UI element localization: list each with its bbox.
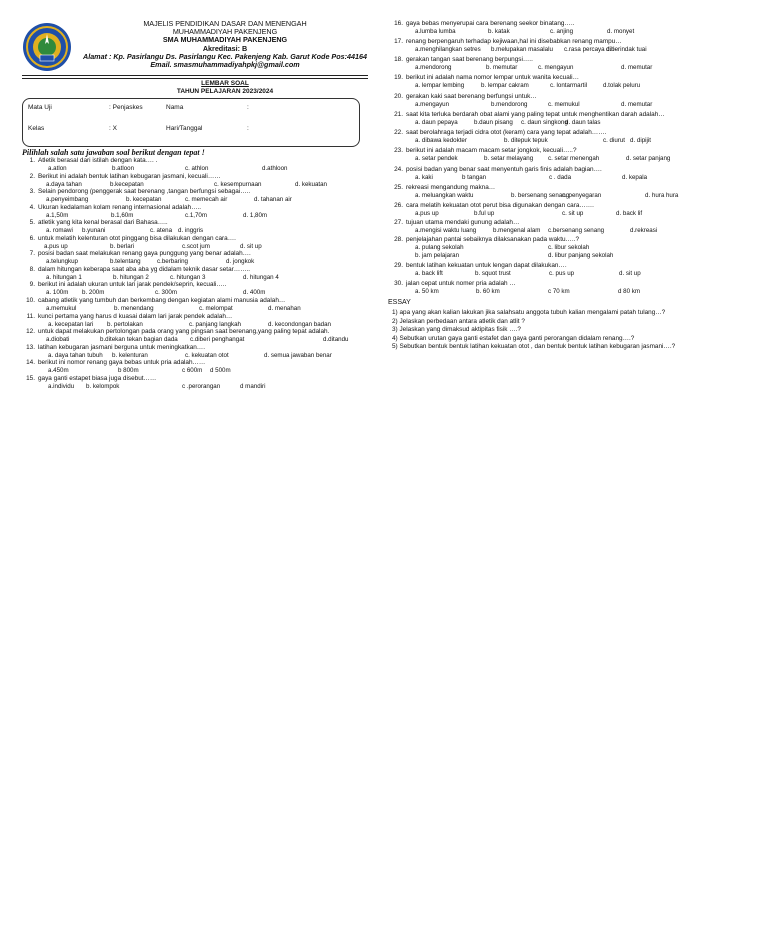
question-3 — [22, 188, 250, 195]
answer-option[interactable]: b.melupakan masalalu — [491, 46, 553, 53]
answer-option[interactable]: c 70 km — [548, 288, 570, 295]
question-text: gerakan kaki saat berenang berfungsi untuk… — [406, 93, 537, 100]
header-line2: MUHAMMADIYAH PAKENJENG — [172, 27, 278, 37]
question-text: posisi badan yang benar saat menyentuh garis finis adalah bagian…. — [406, 166, 602, 173]
essay-number: 2) — [392, 317, 400, 325]
answer-option[interactable]: b. menendang — [114, 304, 154, 312]
answer-option[interactable]: c.1,70m — [185, 211, 208, 219]
answer-option[interactable]: d. hitungan 4 — [243, 273, 279, 281]
question-number: 27. — [394, 219, 403, 226]
answer-option[interactable]: a.lumba lumba — [415, 28, 456, 35]
question-25 — [390, 184, 495, 191]
name-colon: : — [247, 104, 249, 111]
answer-option[interactable]: d. monyet — [607, 28, 635, 35]
answer-option[interactable]: c. diurut — [603, 137, 626, 144]
answer-option[interactable]: b.ditekan tekan bagian dada — [100, 336, 178, 344]
question-text: posisi badan saat melakukan renang gaya punggung yang benar adalah…. — [38, 250, 251, 258]
answer-option[interactable]: c. memecah air — [185, 196, 228, 204]
answer-option[interactable]: c.diberi penghangat — [190, 336, 245, 344]
sheet-title-block — [80, 80, 370, 96]
question-text: saat berolahraga terjadi cidra otot (keram) cara yang tepat adalah……. — [406, 129, 607, 136]
question-number: 1. — [29, 157, 35, 164]
answer-option[interactable]: c. libur sekolah — [548, 244, 590, 251]
school-email: Email. smasmuhammadiyahpkj@gmail.com — [150, 60, 300, 70]
answer-option[interactable]: b. jam pelajaran — [415, 252, 460, 259]
answer-option[interactable]: b tangan — [462, 174, 487, 181]
answer-option[interactable]: a. meluangkan waktu — [415, 192, 474, 199]
question-7 — [22, 250, 251, 257]
question-19 — [390, 74, 579, 81]
question-number: 30. — [394, 280, 403, 287]
answer-option[interactable]: d. sit up — [240, 242, 262, 250]
question-16 — [390, 20, 574, 27]
question-number: 25. — [394, 184, 403, 191]
question-15 — [22, 375, 156, 382]
question-14 — [22, 359, 205, 366]
question-text: atletik yang kita kenal berasal dari Bahasa….. — [38, 219, 168, 227]
question-number: 14. — [26, 359, 35, 367]
answer-option[interactable]: d. kecondongan badan — [268, 320, 331, 328]
subject-label: Mata Uji — [28, 104, 52, 111]
answer-option[interactable]: a.1,50m — [46, 211, 69, 219]
answer-option[interactable]: c 600m — [182, 367, 203, 375]
question-number: 12. — [26, 328, 35, 336]
question-12 — [22, 328, 329, 335]
question-text: cabang atletik yang tumbuh dan berkembang dengan kegiatan alami manusia adalah… — [38, 296, 286, 304]
question-text: gaya ganti estapet biasa juga disebut…… — [38, 374, 157, 382]
answer-option[interactable]: d 500m — [210, 367, 231, 375]
answer-option[interactable]: d. sit up — [619, 270, 641, 277]
question-number: 5. — [29, 219, 35, 227]
answer-option[interactable]: d. kepala — [622, 174, 648, 181]
answer-option[interactable]: b.1,60m — [111, 211, 134, 219]
answer-option[interactable]: b. 60 km — [476, 288, 500, 295]
school-logo — [22, 22, 72, 72]
student-info-box — [22, 98, 360, 147]
answer-option[interactable]: b. setar melayang — [484, 155, 534, 162]
answer-option[interactable]: b.yunani — [82, 227, 106, 235]
answer-option[interactable]: a.telungkup — [46, 258, 78, 266]
essay-text: Jelaskan perbedaan antara atletik dan atlit ? — [399, 317, 525, 325]
answer-option[interactable]: a.diobati — [46, 336, 70, 344]
answer-option[interactable]: b.mendorong — [491, 101, 528, 108]
answer-option[interactable]: c. pus up — [549, 270, 575, 277]
answer-option[interactable]: d. memutar — [621, 101, 653, 108]
school-name: SMA MUHAMMADIYAH PAKENJENG — [162, 35, 288, 45]
date-colon: : — [247, 125, 249, 132]
answer-option[interactable]: d mandiri — [240, 382, 266, 390]
answer-option[interactable]: d.tolak peluru — [603, 82, 641, 89]
answer-option[interactable]: b. bersenang senang — [511, 192, 570, 199]
school-header — [80, 20, 370, 69]
answer-option[interactable]: b.daun pisang — [474, 119, 513, 126]
essay-question-5 — [392, 343, 675, 350]
answer-option[interactable]: a. 50 km — [415, 288, 439, 295]
question-28 — [390, 236, 579, 243]
answer-option[interactable]: d.rekreasi — [630, 227, 658, 234]
answer-option[interactable]: a.daya tahan — [46, 180, 82, 188]
question-text: berikut ini adalah nama nomor lempar untuk wanita kecuali… — [406, 74, 579, 81]
question-number: 4. — [29, 203, 35, 211]
answer-option[interactable]: a.individu — [48, 382, 75, 390]
answer-option[interactable]: a.penyeimbang — [46, 196, 89, 204]
question-number: 11. — [26, 312, 35, 320]
question-13 — [22, 344, 205, 351]
question-number: 2. — [29, 172, 35, 180]
subject-value: : Penjaskes — [109, 104, 143, 111]
answer-option[interactable]: c. kesempurnaan — [214, 180, 262, 188]
answer-option[interactable]: c. daun singkong — [521, 119, 568, 126]
question-2 — [22, 173, 221, 180]
answer-option[interactable]: a.pus up — [415, 210, 439, 217]
question-22 — [390, 129, 606, 136]
answer-option[interactable]: c. sit up — [562, 210, 584, 217]
question-number: 24. — [394, 166, 403, 173]
header-rule — [22, 75, 368, 76]
question-text: Berikut ini adalah bentuk latihan kebugaran jasmani, kecuali…… — [38, 172, 221, 180]
instruction: Pilihlah salah satu jawaban soal berikut dengan tepat ! — [22, 148, 205, 157]
question-text: bentuk latihan kekuatan untuk lengan dapat dilakukan…. — [406, 262, 567, 269]
answer-option[interactable]: b.atloon — [112, 165, 135, 172]
date-label: Hari/Tanggal — [166, 125, 203, 132]
question-number: 6. — [29, 234, 35, 242]
question-23 — [390, 147, 577, 154]
question-18 — [390, 56, 533, 63]
answer-option[interactable]: b.kecepatan — [110, 180, 144, 188]
question-20 — [390, 93, 537, 100]
question-number: 15. — [26, 374, 35, 382]
answer-option[interactable]: d. libur panjang sekolah — [548, 252, 614, 259]
header-line1: MAJELIS PENDIDIKAN DASAR DAN MENENGAH — [143, 19, 307, 28]
answer-option[interactable]: d. daun talas — [565, 119, 601, 126]
answer-option[interactable]: d. semua jawaban benar — [264, 351, 332, 359]
answer-option[interactable]: a. 100m — [46, 289, 69, 297]
answer-option[interactable]: a. dibawa kedokter — [415, 137, 467, 144]
answer-option[interactable]: c. memukul — [548, 101, 580, 108]
question-26 — [390, 202, 594, 209]
question-number: 19. — [394, 74, 403, 81]
question-number: 16. — [394, 20, 403, 27]
answer-option[interactable]: b. memutar — [486, 64, 518, 71]
question-number: 10. — [26, 296, 35, 304]
question-number: 29. — [394, 262, 403, 269]
essay-heading: ESSAY — [388, 299, 411, 306]
class-value: : X — [109, 125, 117, 132]
answer-option[interactable]: b.ful up — [474, 210, 495, 217]
question-text: jalan cepat untuk nomer pria adalah … — [406, 280, 516, 287]
question-24 — [390, 166, 602, 173]
question-number: 9. — [29, 281, 35, 289]
answer-option[interactable]: a.mengisi waktu luang — [415, 227, 477, 234]
answer-option[interactable]: a.memukul — [46, 304, 77, 312]
essay-text: Jelaskan yang dimaksud aktipitas fisik ….? — [399, 326, 521, 334]
question-text: gerakan tangan saat berenang berpungsi….. — [406, 56, 533, 63]
header-rule-thin — [22, 78, 368, 79]
answer-option[interactable]: a. daun pepaya — [415, 119, 458, 126]
essay-number: 4) — [392, 334, 400, 342]
answer-option[interactable]: c. mengayun — [538, 64, 574, 71]
question-text: Ukuran kedalaman kolam renang internasional adalah….. — [38, 203, 202, 211]
question-text: cara melatih kekuatan otot perut bisa digunakan dengan cara……. — [406, 202, 594, 209]
answer-option[interactable]: d. memutar — [621, 64, 653, 71]
answer-option[interactable]: c. 300m — [155, 289, 178, 297]
question-8 — [22, 266, 250, 273]
question-number: 8. — [29, 265, 35, 273]
answer-option[interactable]: c. kekuatan otot — [185, 351, 229, 359]
answer-option[interactable]: a. kecepatan lari — [48, 320, 94, 328]
answer-option[interactable]: c.bersenang senang — [548, 227, 605, 234]
answer-option[interactable]: d. 1,80m — [243, 211, 268, 219]
answer-option[interactable]: a.menghilangkan setres — [415, 46, 481, 53]
answer-option[interactable]: b. kecepatan — [126, 196, 162, 204]
answer-option[interactable]: d. setar panjang — [626, 155, 671, 162]
answer-option[interactable]: c. setar menengah — [548, 155, 600, 162]
answer-option[interactable]: c. atena — [150, 227, 173, 235]
answer-option[interactable]: d. jongkok — [226, 258, 255, 266]
question-text: Selain pendorong (penggerak saat berenang ,tangan berfungsi sebagai….. — [38, 188, 251, 196]
answer-option[interactable]: c. athlon — [185, 165, 209, 172]
question-number: 13. — [26, 343, 35, 351]
question-text: berikut ini nomor renang gaya bebas untuk pria adalah…… — [38, 359, 206, 367]
class-label: Kelas — [28, 125, 45, 132]
question-9 — [22, 281, 226, 288]
answer-option[interactable]: b. kelenturan — [112, 351, 148, 359]
answer-option[interactable]: c.berbaring — [157, 258, 188, 266]
answer-option[interactable]: a. setar pendek — [415, 155, 458, 162]
answer-option[interactable]: c. hitungan 3 — [170, 273, 206, 281]
question-text: Atletik berasal dari istilah dengan kata…. . — [38, 157, 158, 164]
answer-option[interactable]: d 80 km — [618, 288, 641, 295]
sheet-title: LEMBAR SOAL — [201, 80, 249, 87]
answer-option[interactable]: c.rasa percaya diri — [564, 46, 615, 53]
answer-option[interactable]: a.pus up — [44, 242, 68, 250]
question-text: tujuan utama mendaki gunung adalah… — [406, 219, 520, 226]
question-number: 18. — [394, 56, 403, 63]
question-text: saat kita terluka berdarah obat alami yang paling tepat untuk menghentikan darah adalah… — [406, 111, 665, 118]
answer-option[interactable]: d. hura hura — [645, 192, 679, 199]
answer-option[interactable]: d. 400m — [243, 289, 266, 297]
essay-text: apa yang akan kalian lakukan jika salahsatu anggota tubuh kalian mengalami patah tulang…? — [399, 309, 666, 316]
question-text: penjelajahan pantai sebaiknya dilaksanakan pada waktu…..? — [406, 236, 580, 243]
answer-option[interactable]: b 800m — [118, 367, 139, 375]
essay-text: Sebutkan urutan gaya ganti estafet dan gaya ganti perorangan didalam renang….? — [399, 334, 635, 342]
answer-option[interactable]: b. kelompok — [86, 382, 120, 390]
question-17 — [390, 38, 622, 45]
answer-option[interactable]: b. lempar cakram — [481, 82, 529, 89]
question-text: untuk dapat melakukan pertolongan pada orang yang pingsan saat berenang,yang paling tepat adalah. — [38, 328, 330, 336]
question-text: berikut ini adalah macam macam setar jongkok, kecuali…..? — [406, 147, 577, 154]
question-number: 20. — [394, 93, 403, 100]
essay-question-2 — [392, 318, 525, 325]
answer-option[interactable]: d. kekuatan — [295, 180, 327, 188]
question-number: 17. — [394, 38, 403, 45]
answer-option[interactable]: a.mendorong — [415, 64, 452, 71]
question-5 — [22, 219, 168, 226]
answer-option[interactable]: a.450m — [48, 367, 69, 375]
answer-option[interactable]: a. daya tahan tubuh — [48, 351, 103, 359]
question-4 — [22, 204, 201, 211]
answer-option[interactable]: b. ditepuk tepuk — [504, 137, 548, 144]
answer-option[interactable]: d.athloon — [262, 165, 288, 172]
question-1 — [22, 157, 157, 164]
answer-option[interactable]: a. pulang sekolah — [415, 244, 464, 251]
essay-question-3 — [392, 326, 521, 333]
answer-option[interactable]: d. tahanan air — [254, 196, 292, 204]
answer-option[interactable]: a.mengayun — [415, 101, 450, 108]
question-number: 23. — [394, 147, 403, 154]
question-text: untuk melatih kelenturan otot pinggang bisa dilakukan dengan cara…. — [38, 234, 236, 242]
question-10 — [22, 297, 285, 304]
answer-option[interactable]: c .perorangan — [182, 382, 221, 390]
answer-option[interactable]: d. back lif — [616, 210, 643, 217]
question-29 — [390, 262, 567, 269]
essay-number: 5) — [392, 343, 400, 351]
answer-option[interactable]: d. inggris — [178, 227, 204, 235]
school-address: Alamat : Kp. Pasirlangu Ds. Pasirlangu Kec. Pakenjeng Kab. Garut Kode Pos:44164 — [83, 51, 367, 61]
answer-option[interactable]: c. lontarmartil — [550, 82, 588, 89]
answer-option[interactable]: c. melompat — [199, 304, 233, 312]
question-number: 22. — [394, 129, 403, 136]
answer-option[interactable]: c . dada — [549, 174, 572, 181]
question-number: 21. — [394, 111, 403, 118]
answer-option[interactable]: a. lempar lembing — [415, 82, 465, 89]
name-label: Nama — [166, 104, 184, 111]
answer-option[interactable]: b.telentang — [110, 258, 141, 266]
essay-number: 3) — [392, 326, 400, 334]
question-text: rekreasi mengandung makna… — [406, 184, 496, 191]
question-text: latihan kebugaran jasmani berguna untuk meningkatkan…. — [38, 343, 205, 351]
question-number: 3. — [29, 188, 35, 196]
answer-option[interactable]: b. pertolakan — [107, 320, 143, 328]
question-text: dalam hitungan keberapa saat aba aba yg didalam teknik dasar setar…….. — [38, 265, 251, 273]
essay-question-1 — [392, 309, 665, 316]
question-11 — [22, 313, 232, 320]
answer-option[interactable]: d.ditandu — [323, 336, 349, 344]
answer-option[interactable]: d.berindak tuai — [606, 46, 647, 53]
essay-question-4 — [392, 335, 634, 342]
question-6 — [22, 235, 236, 242]
answer-option[interactable]: a.atlon — [48, 165, 67, 172]
answer-option[interactable]: b. hitungan 2 — [113, 273, 149, 281]
question-30 — [390, 280, 516, 287]
answer-option[interactable]: a. hitungan 1 — [46, 273, 82, 281]
answer-option[interactable]: d. dipijit — [630, 137, 651, 144]
answer-option[interactable]: b. squot trust — [475, 270, 511, 277]
answer-option[interactable]: c. penyegaran — [562, 192, 602, 199]
answer-option[interactable]: d. menahan — [268, 304, 301, 312]
answer-option[interactable]: c.scot jum — [182, 242, 210, 250]
question-number: 26. — [394, 202, 403, 209]
answer-option[interactable]: b. 200m — [82, 289, 105, 297]
school-year: TAHUN PELAJARAN 2023/2024 — [176, 88, 274, 95]
answer-option[interactable]: a. romawi — [46, 227, 73, 235]
question-number: 28. — [394, 236, 403, 243]
question-21 — [390, 111, 665, 118]
question-text: gaya bebas menyerupai cara berenang seekor binatang….. — [406, 20, 575, 27]
answer-option[interactable]: c. panjang langkah — [189, 320, 241, 328]
question-text: kunci pertama yang harus d kuasai dalam lari jarak pendek adalah… — [38, 312, 233, 320]
essay-number: 1) — [392, 309, 400, 316]
answer-option[interactable]: b.mengenal alam — [493, 227, 541, 234]
question-text: berikut ini adalah ukuran untuk lari jarak pendek/seprin, kecuali….. — [38, 281, 227, 289]
question-text: renang berpengaruh terhadap kejiwaan,hal ini disebabkan renang mampu… — [406, 38, 622, 45]
question-27 — [390, 219, 519, 226]
answer-option[interactable]: b. katak — [488, 28, 510, 35]
essay-text: Sebutkan bentuk bentuk latihan kekuatan otot , dan bentuk bentuk latihan kebugaran jasmani….? — [399, 343, 676, 351]
accreditation: Akreditasi: B — [202, 43, 248, 53]
answer-option[interactable]: a. kaki — [415, 174, 433, 181]
answer-option[interactable]: c. anjing — [550, 28, 574, 35]
answer-option[interactable]: b. berlari — [110, 242, 135, 250]
question-number: 7. — [29, 250, 35, 258]
answer-option[interactable]: a. back lift — [415, 270, 443, 277]
